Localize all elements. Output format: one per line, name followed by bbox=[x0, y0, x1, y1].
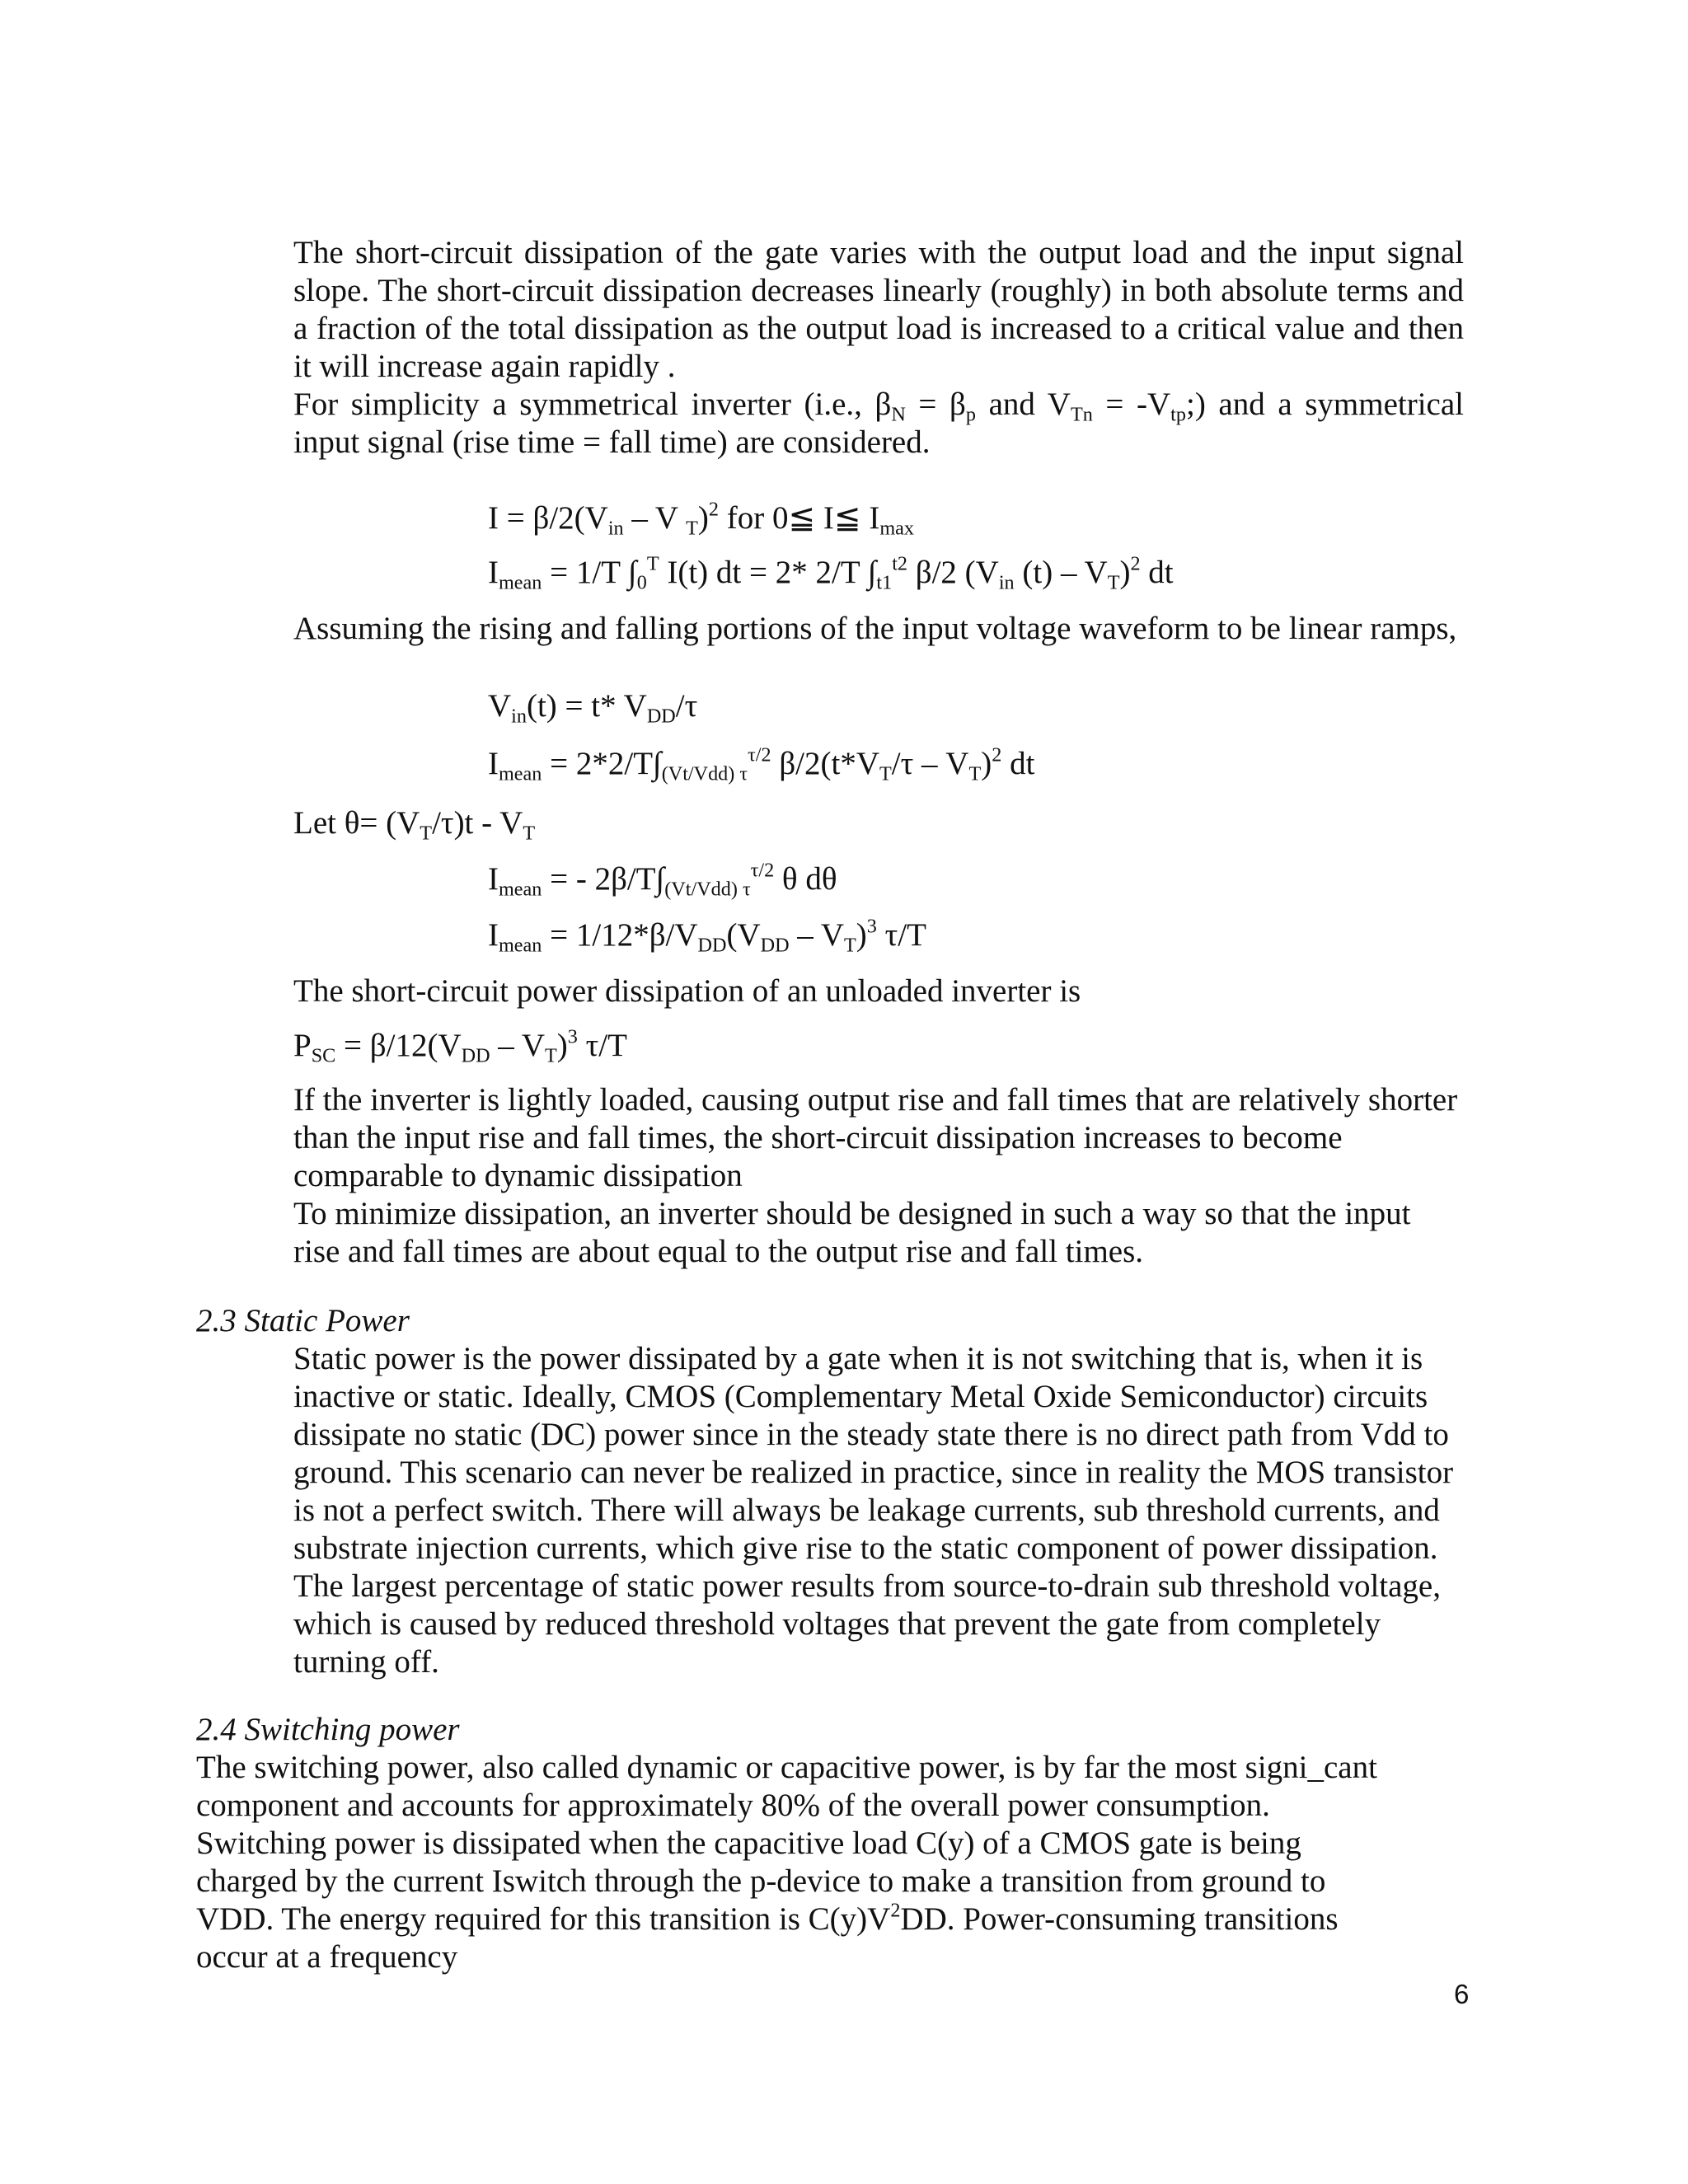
equation-current: $I = \beta/2(V_{in} - V$ $_T$)$^2$ for 0≦ I≦ $I_{max}$ bbox=[488, 498, 914, 540]
paragraph-minimize-dissipation: To minimize dissipation, an inverter should be designed in such a way so that the input rise and fall times are about equal to the output rise and fall times. bbox=[293, 1196, 1411, 1269]
equation-mean-current-ramp: $I_{mean} = 2*2/T\int_{(Vt/Vdd) \tau}^{\tau/2}$ $\beta/2(t*V_T/\tau - V_T)^2$ dt bbox=[488, 743, 1035, 785]
equation-input-voltage: $V_{in}(t) = t*$ $V_{DD}/\tau$ bbox=[488, 688, 698, 728]
page-number: 6 bbox=[1454, 1979, 1470, 2009]
section-heading-switching-power: 2.4 Switching power bbox=[196, 1712, 460, 1747]
paragraph-short-circuit-intro: The short-circuit dissipation of the gate varies with the output load and the input signal slope. The short-circuit dissipation decreases linearly (roughly) in both absolute terms and a fraction of the total dissipation as the output load is increased to a critical value and then it will increase again rapidly . bbox=[293, 235, 1464, 384]
equation-mean-current-result: $I_{mean} = 1/12*\beta/V_{DD}(V_{DD} - V_T)^3$ τ/T bbox=[488, 915, 926, 957]
paragraph-switching-power: The switching power, also called dynamic or capacitive power, is by far the most signi_cant component and accounts for approximately 80% of the overall power consumption. Switching power is dissipated when the capacitive load C(y) of a CMOS gate is being charged by the current Iswitch through the p-device to make a transition from ground to VDD. The energy required for this transition is $C(y)V^2DD$. Power-consuming transitions occur at a frequency bbox=[196, 1750, 1377, 1975]
paragraph-lightly-loaded: If the inverter is lightly loaded, causing output rise and fall times that are relatively shorter than the input rise and fall times, the short-circuit dissipation increases to become comparable to dynamic dissipation bbox=[293, 1082, 1458, 1193]
paragraph-symmetrical-inverter: For simplicity a symmetrical inverter (i.e., $\beta_N = \beta_p$ and $V_{Tn}$ = $-V_{tp}$;) and a symmetrical input signal (rise time = fall time) are considered. bbox=[293, 387, 1464, 460]
equation-short-circuit-power: $P_{SC} = \beta/12(V_{DD} - V_T)^3$ τ/T bbox=[293, 1025, 627, 1067]
paragraph-linear-ramps: Assuming the rising and falling portions of the input voltage waveform to be linear ramps, bbox=[293, 611, 1457, 646]
equation-mean-current-integral: $I_{mean} = 1/T$ $\int_0^T$ I(t) dt = 2* 2/T $\int_{t1}^{t2}$ β/2 ($V_{in}$ $(t) - V_T)^2$ dt bbox=[488, 552, 1174, 594]
paragraph-static-power: Static power is the power dissipated by a gate when it is not switching that is, when it is inactive or static. Ideally, CMOS (Complementary Metal Oxide Semiconductor) circuits dissipate no static (DC) power since in the steady state there is no direct path from Vdd to ground. This scenario can never be realized in practice, since in reality the MOS transistor is not a perfect switch. There will always be leakage currents, sub threshold currents, and substrate injection currents, which give rise to the static component of power dissipation. The largest percentage of static power results from source-to-drain sub threshold voltage, which is caused by reduced threshold voltages that prevent the gate from completely turning off. bbox=[293, 1341, 1454, 1680]
equation-mean-current-theta: $I_{mean}$ = - $2\beta/T\int_{(Vt/Vdd) \tau}^{\tau/2}$ θ dθ bbox=[488, 859, 837, 901]
section-heading-static-power: 2.3 Static Power bbox=[196, 1303, 410, 1338]
paragraph-unloaded-inverter: The short-circuit power dissipation of an unloaded inverter is bbox=[293, 973, 1081, 1009]
equation-theta-substitution: Let $\theta= (V_T/\tau)t - V_T$ bbox=[293, 805, 536, 845]
